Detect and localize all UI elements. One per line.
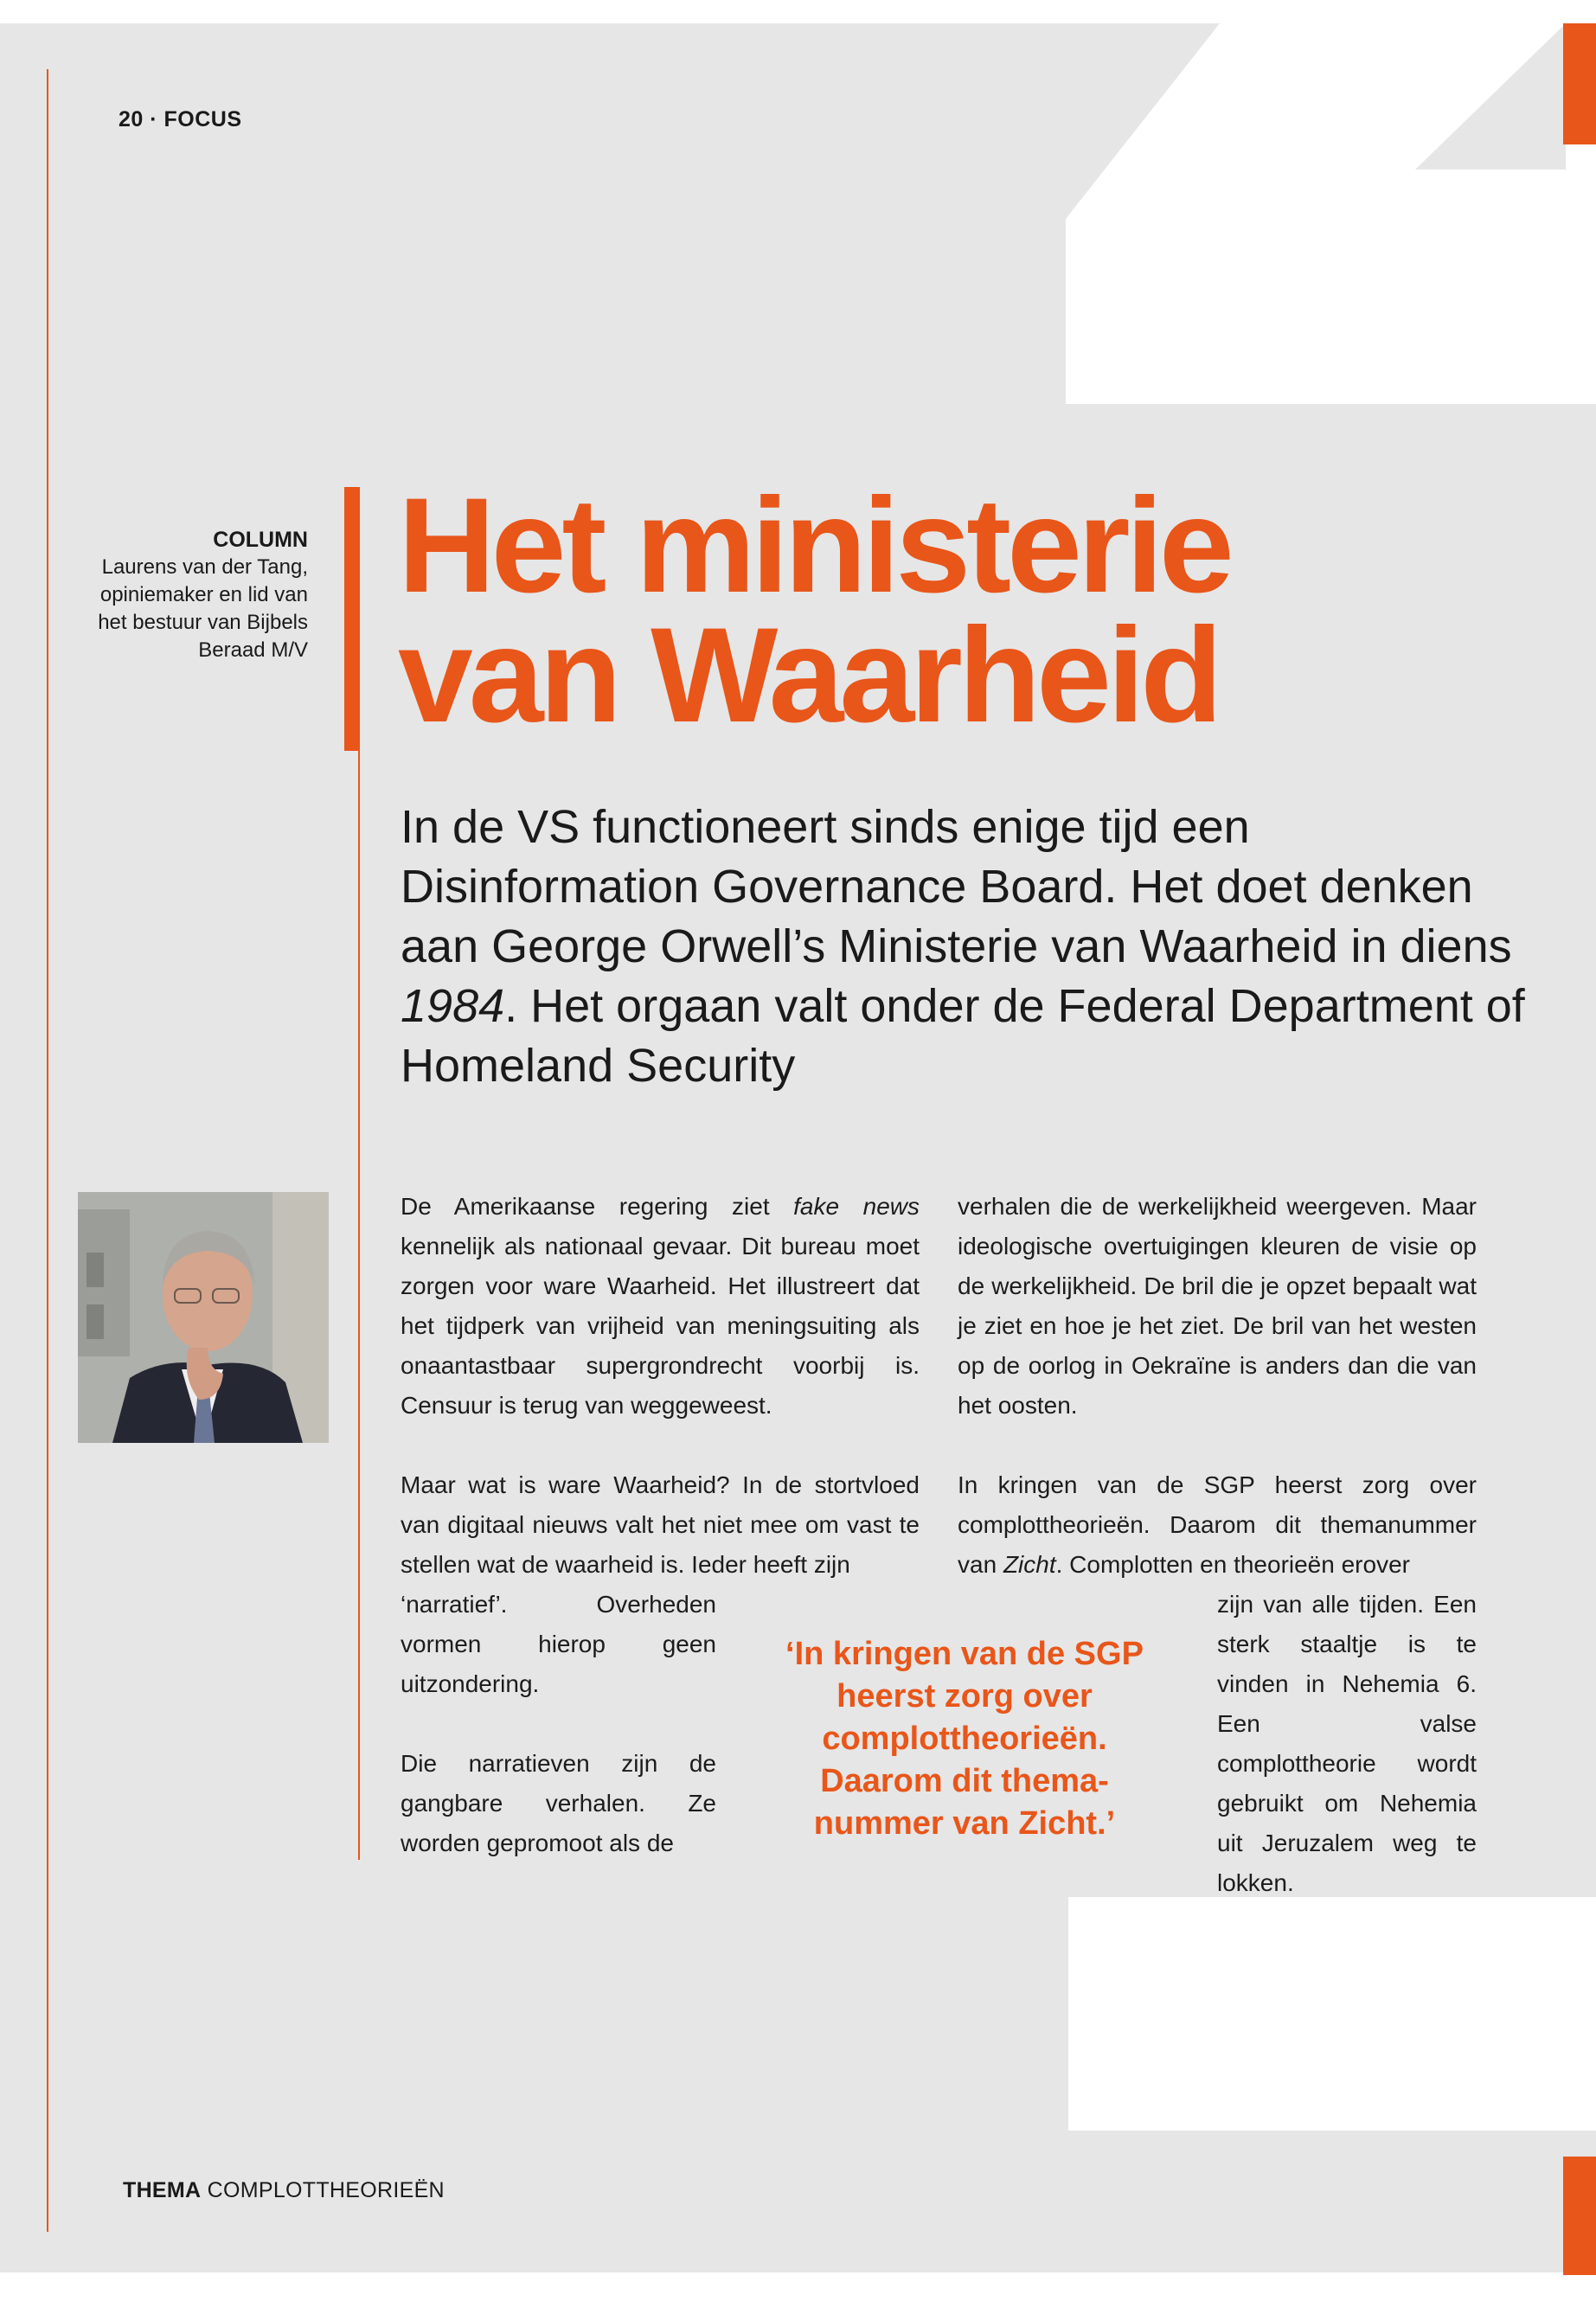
paragraph-3 [401, 1744, 716, 1863]
p5-text-end: . Complotten en theorieën erover [1055, 1551, 1410, 1578]
p4-text: verhalen die de werkelijkheid weergeven. Maar ideologische overtuigingen kleuren de visie op de werkelijkheid. De bril die je opzet bepaalt wat je ziet en hoe je het ziet. De bril van het westen op de oorlog in Oekraïne is anders dan die van het oosten. [958, 1193, 1477, 1419]
p3-text: Die narratieven zijn de gangbare verhalen. Ze worden gepromoot als de [401, 1750, 716, 1856]
author-portrait [78, 1192, 329, 1443]
p2-top-text: Maar wat is ware Waarheid? In de stortvloed van digitaal nieuws valt het niet mee om vast te stellen wat de waarheid is. Ieder heeft zijn [401, 1471, 920, 1578]
p1-text-end: kennelijk als nationaal gevaar. Dit bureau moet zorgen voor ware Waarheid. Het illustreert dat het tijdperk van vrijheid van meningsuiting als onaantastbaar supergrondrecht voorbij is. Censuur is terug van weggeweest. [401, 1233, 920, 1419]
footer-theme [123, 2178, 445, 2203]
paragraph-4 [958, 1187, 1477, 1426]
paragraph-2-top [401, 1465, 920, 1585]
paragraph-5-top [958, 1465, 1477, 1585]
orange-corner-tab-bottom [1563, 2157, 1596, 2275]
column-rule [358, 744, 360, 1860]
pull-quote: ‘In kringen van de SGP heerst zorg over complottheorieën. Daarom dit themanummer van Zicht.’ [785, 1636, 1144, 1842]
lead-text-end: . Het orgaan valt onder de Federal Department of Homeland Security [401, 980, 1525, 1092]
article-title [398, 471, 1522, 751]
footer-theme-label: THEMA [123, 2178, 202, 2202]
author-byline: Laurens van der Tang, opiniemaker en lid van het bestuur van Bijbels Beraad M/V [98, 555, 308, 662]
column-tag: COLUMN [213, 528, 308, 552]
column-label [87, 526, 308, 664]
title-accent-bar [344, 487, 360, 751]
paragraph-5-bottom [1217, 1585, 1477, 1903]
page-folio: 20 · FOCUS [119, 107, 242, 131]
p5-italic: Zicht [1003, 1551, 1056, 1578]
paragraph-1 [401, 1187, 920, 1426]
p2-bottom-text: ‘narratief’. Overheden vormen hierop geen uitzondering. [401, 1591, 716, 1697]
footer-theme-value: COMPLOTTHEORIEËN [207, 2178, 445, 2202]
portrait-photo-icon [78, 1192, 329, 1443]
p5-bottom-text: zijn van alle tijden. Een sterk staaltje is te vinden in Nehemia 6. Een valse complottheorie wordt gebruikt om Nehemia uit Jeruzalem weg te lokken. [1217, 1591, 1477, 1896]
article-lead [401, 798, 1542, 1096]
p5-text: In kringen van de SGP heerst zorg over complottheorieën. Daarom dit themanummer van [958, 1471, 1477, 1578]
title-line-1: Het ministerie [398, 471, 1230, 621]
p1-text: De Amerikaanse regering ziet [401, 1193, 794, 1220]
lead-italic: 1984 [401, 980, 505, 1032]
orange-corner-tab-top [1563, 23, 1596, 144]
lead-text: In de VS functioneert sinds enige tijd een Disinformation Governance Board. Het doet denken aan George Orwell’s Ministerie van Waarheid in diens [401, 801, 1512, 972]
title-line-2: van Waarheid [398, 600, 1219, 751]
white-box-bottom [1068, 1897, 1596, 2131]
left-rule [47, 69, 48, 2232]
p1-italic: fake news [793, 1193, 920, 1220]
paragraph-2-bottom [401, 1585, 716, 1704]
